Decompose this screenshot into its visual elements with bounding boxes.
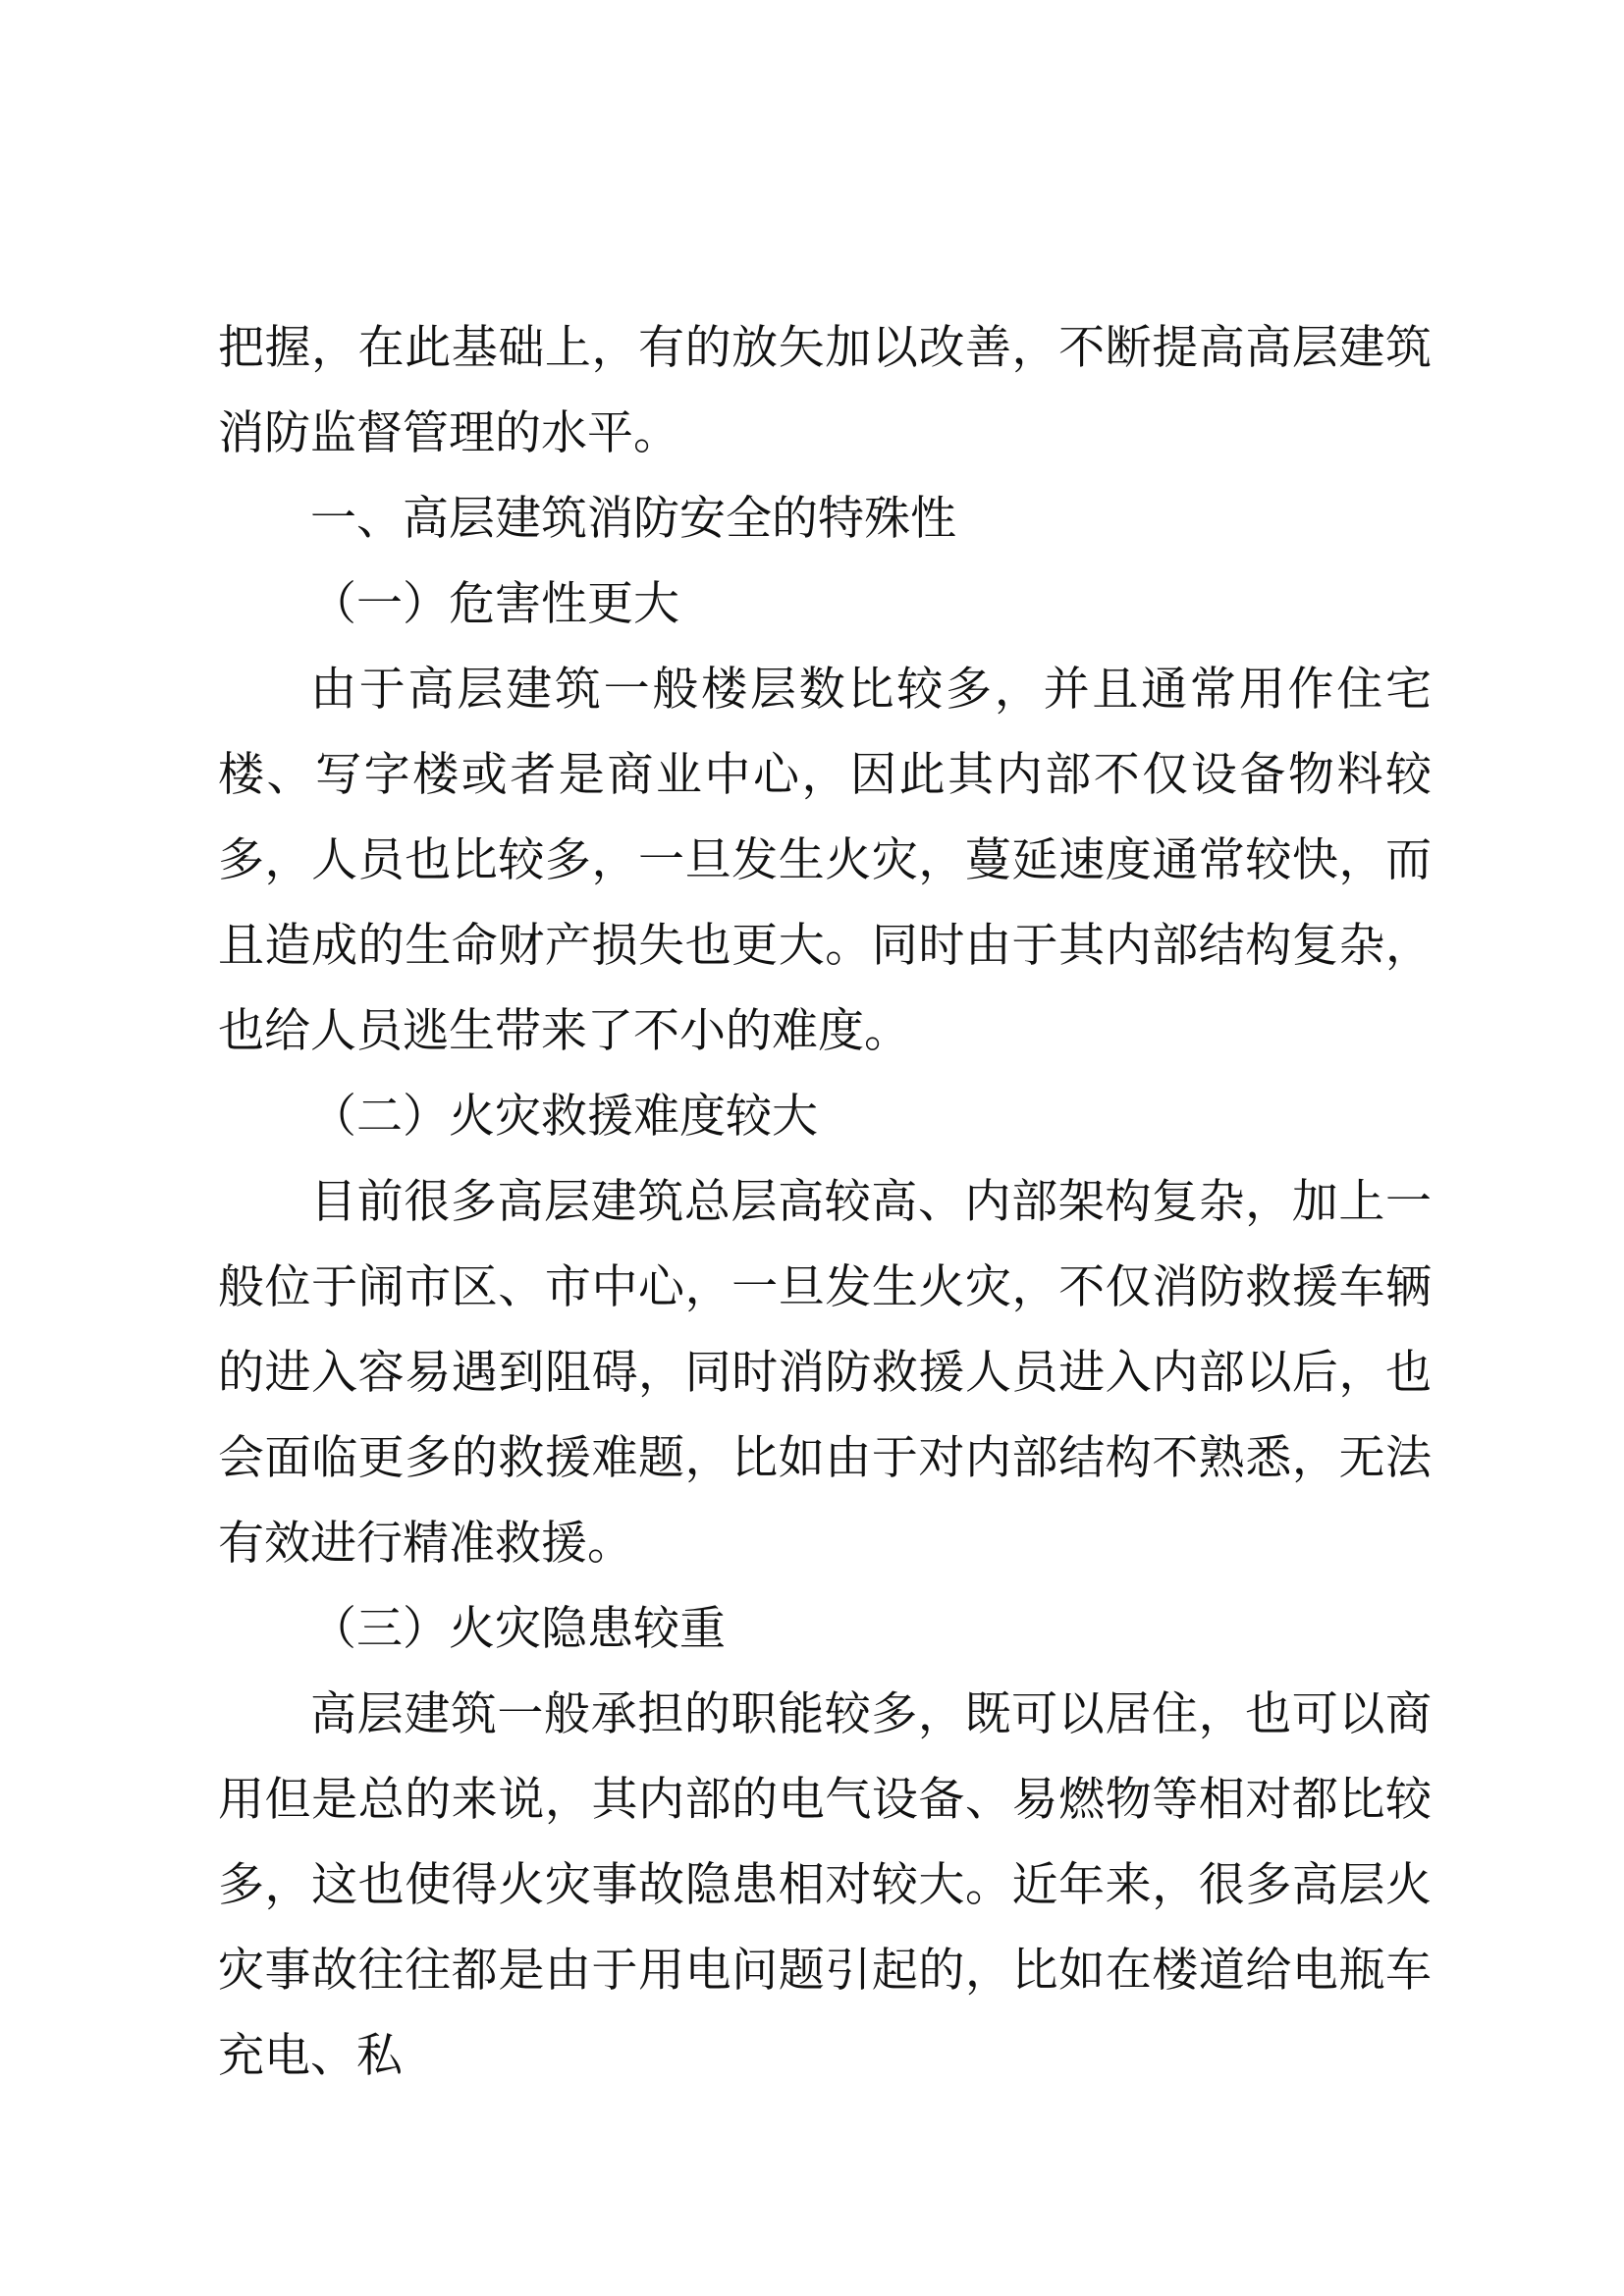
subsection-2-body: 目前很多高层建筑总层高较高、内部架构复杂，加上一般位于闹市区、市中心，一旦发生火灾，不仅消防救援车辆的进入容易遇到阻碍，同时消防救援人员进入内部以后，也会面临更多的救援难题，比如由于对内部结构不熟悉，无法有效进行精准救援。 bbox=[218, 1175, 1432, 1571]
document-body bbox=[218, 305, 1432, 2099]
subsection-3-body: 高层建筑一般承担的职能较多，既可以居住，也可以商用但是总的来说，其内部的电气设备、易燃物等相对都比较多，这也使得火灾事故隐患相对较大。近年来，很多高层火灾事故往往都是由于用电问题引起的，比如在楼道给电瓶车充电、私 bbox=[218, 1687, 1432, 2083]
subsection-1-heading: （一）危害性更大 bbox=[310, 577, 679, 631]
subsection-3-heading: （三）火灾隐患较重 bbox=[310, 1602, 726, 1656]
section-1-heading: 一、高层建筑消防安全的特殊性 bbox=[310, 492, 956, 546]
intro-continuation: 把握，在此基础上，有的放矢加以改善，不断提高高层建筑消防监督管理的水平。 bbox=[218, 321, 1432, 460]
subsection-2-heading: （二）火灾救援难度较大 bbox=[310, 1090, 818, 1144]
subsection-1-body: 由于高层建筑一般楼层数比较多，并且通常用作住宅楼、写字楼或者是商业中心，因此其内部不仅设备物料较多，人员也比较多，一旦发生火灾，蔓延速度通常较快，而且造成的生命财产损失也更大。同时由于其内部结构复杂，也给人员逃生带来了不小的难度。 bbox=[218, 663, 1432, 1058]
